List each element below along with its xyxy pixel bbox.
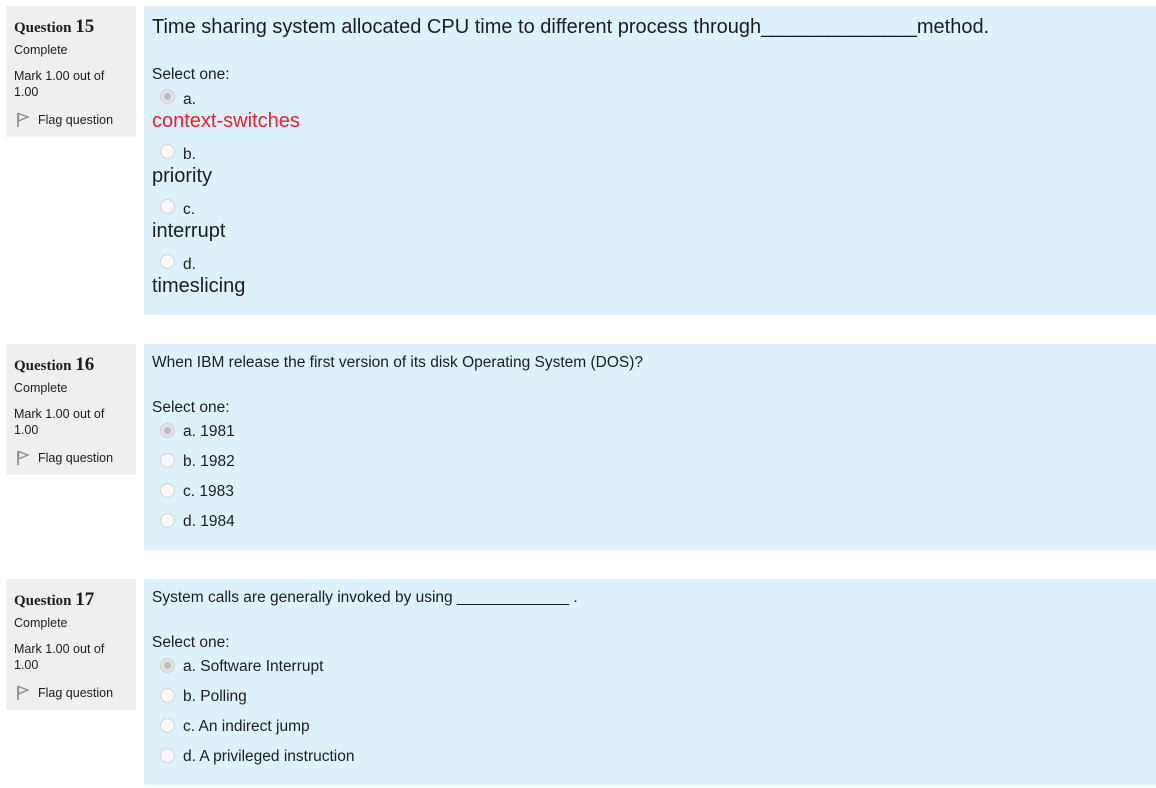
option-b-radio[interactable]	[160, 688, 175, 703]
question-text: Time sharing system allocated CPU time to different process through______________method.	[152, 16, 990, 38]
flag-question-button[interactable]	[16, 450, 113, 466]
option-d-radio[interactable]	[160, 513, 175, 528]
option-d-letter: d.	[183, 256, 196, 273]
question-number-value: 16	[75, 354, 95, 375]
question-state: Complete	[14, 616, 68, 630]
question-grade: Mark 1.00 out of 1.00	[14, 69, 105, 99]
question-content	[144, 344, 1156, 550]
select-one-prompt: Select one:	[152, 634, 230, 651]
question-info	[6, 579, 136, 710]
flag-question-button[interactable]	[16, 685, 113, 701]
question-number	[14, 589, 94, 611]
option-d-label[interactable]: d. A privileged instruction	[183, 748, 355, 765]
question-label: Question	[14, 593, 72, 609]
question-text: System calls are generally invoked by using _____________ .	[152, 589, 578, 606]
question-info	[6, 6, 136, 137]
option-b-label[interactable]: priority	[152, 165, 213, 187]
option-a-radio[interactable]	[160, 658, 175, 673]
option-c-radio[interactable]	[160, 483, 175, 498]
flag-question-label: Flag question	[38, 451, 114, 465]
question-number-value: 15	[75, 16, 95, 37]
flag-icon	[16, 450, 30, 466]
question-state: Complete	[14, 43, 68, 57]
option-c-radio[interactable]	[160, 718, 175, 733]
question-number	[14, 16, 94, 38]
option-a-radio[interactable]	[160, 89, 175, 104]
question-grade: Mark 1.00 out of 1.00	[14, 642, 105, 672]
question-number	[14, 354, 94, 376]
option-d-radio[interactable]	[160, 254, 175, 269]
option-a-radio[interactable]	[160, 423, 175, 438]
question-content	[144, 579, 1156, 785]
option-a-label[interactable]: a. Software Interrupt	[183, 658, 324, 675]
question-content	[144, 6, 1156, 315]
option-d-label[interactable]: timeslicing	[152, 275, 246, 297]
option-c-label[interactable]: c. An indirect jump	[183, 718, 310, 735]
flag-question-label: Flag question	[38, 113, 114, 127]
option-b-label[interactable]: b. 1982	[183, 453, 235, 470]
question-text: When IBM release the first version of its disk Operating System (DOS)?	[152, 354, 644, 371]
flag-icon	[16, 112, 30, 128]
option-a-label[interactable]: context-switches	[152, 110, 300, 132]
question-grade: Mark 1.00 out of 1.00	[14, 407, 105, 437]
option-b-letter: b.	[183, 146, 196, 163]
question-label: Question	[14, 20, 72, 36]
flag-question-button[interactable]	[16, 112, 113, 128]
question-number-value: 17	[75, 589, 95, 610]
option-b-radio[interactable]	[160, 453, 175, 468]
flag-icon	[16, 685, 30, 701]
select-one-prompt: Select one:	[152, 66, 230, 83]
option-c-label[interactable]: c. 1983	[183, 483, 234, 500]
option-d-radio[interactable]	[160, 748, 175, 763]
question-state: Complete	[14, 381, 68, 395]
option-b-label[interactable]: b. Polling	[183, 688, 247, 705]
question-info	[6, 344, 136, 475]
question-label: Question	[14, 358, 72, 374]
flag-question-label: Flag question	[38, 686, 114, 700]
option-d-label[interactable]: d. 1984	[183, 513, 235, 530]
option-c-letter: c.	[183, 201, 196, 218]
option-a-letter: a.	[183, 91, 196, 108]
option-b-radio[interactable]	[160, 144, 175, 159]
option-c-radio[interactable]	[160, 199, 175, 214]
option-c-label[interactable]: interrupt	[152, 220, 226, 242]
option-a-label[interactable]: a. 1981	[183, 423, 235, 440]
select-one-prompt: Select one:	[152, 399, 230, 416]
